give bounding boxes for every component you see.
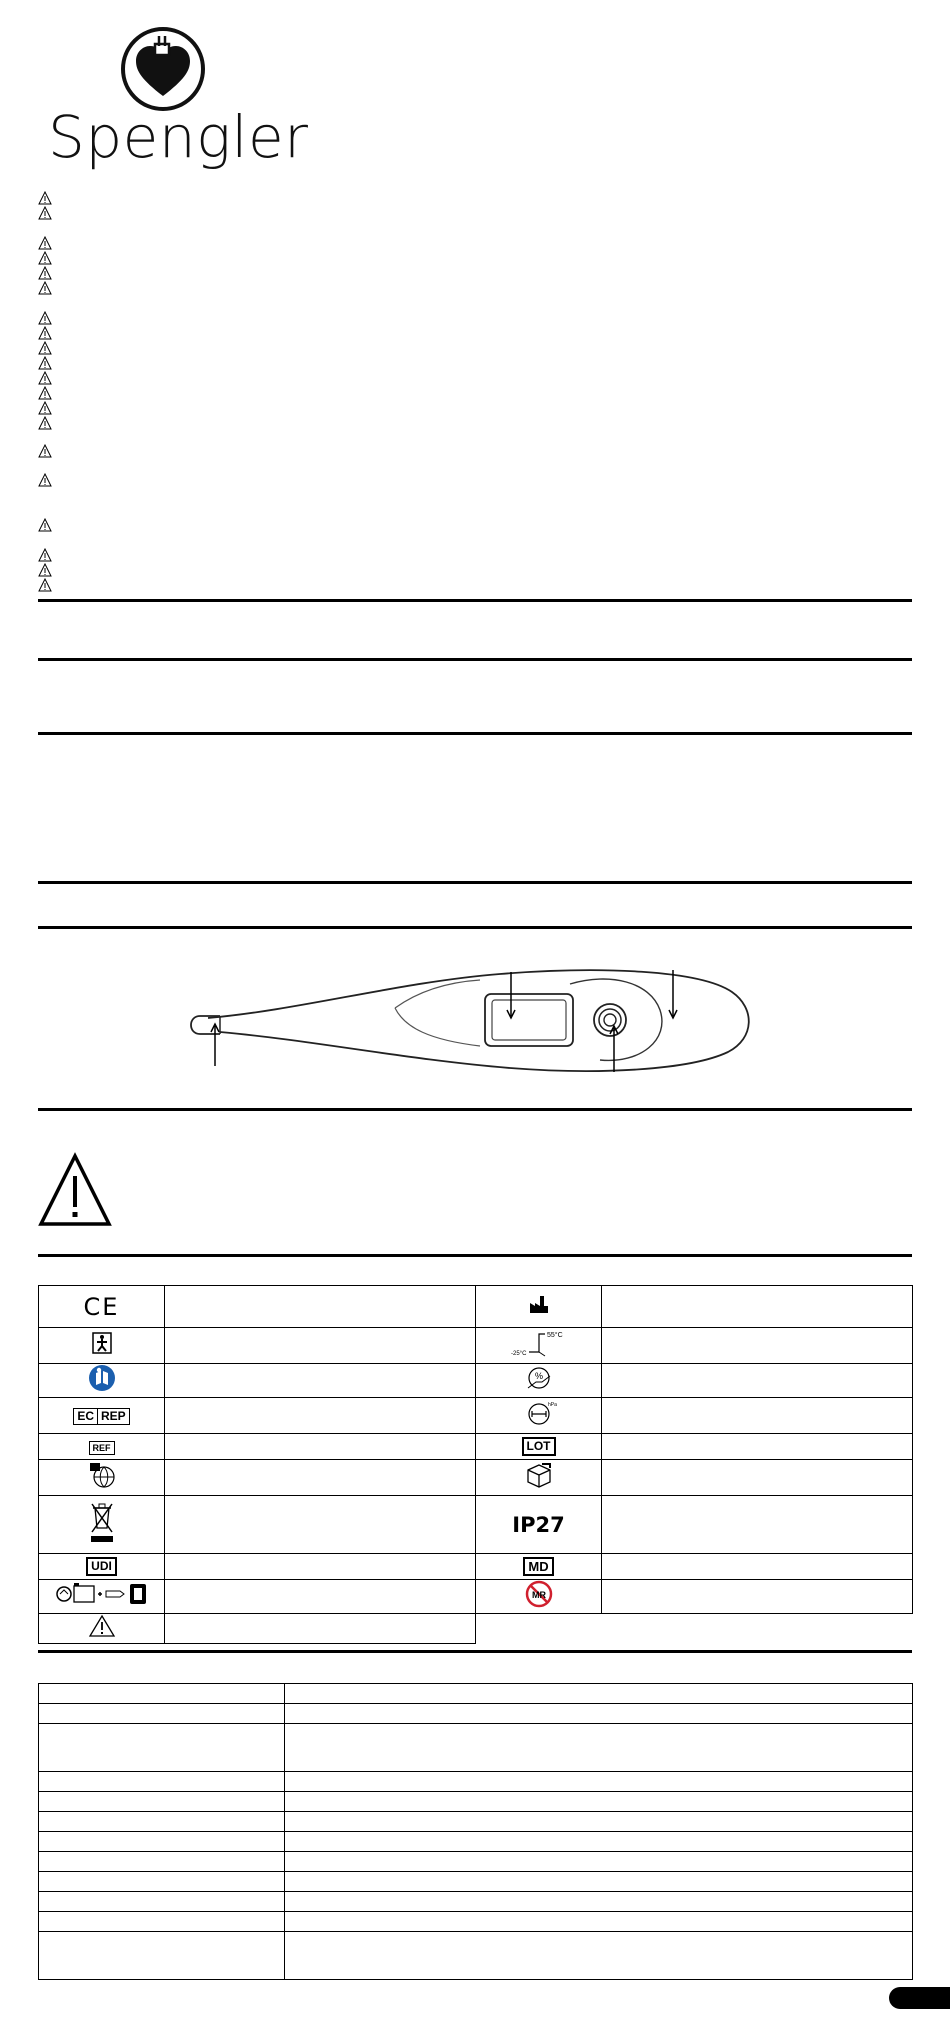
temp-high-label: 55°C: [546, 1332, 563, 1339]
brand-name: Spengler: [48, 103, 309, 171]
spec-label: [39, 1792, 285, 1812]
type-bf-applied-part-icon: [92, 1332, 112, 1354]
symbol-description: [165, 1328, 476, 1364]
spec-label: [39, 1852, 285, 1872]
spec-value: [285, 1812, 913, 1832]
page-tab-marker: [889, 1987, 950, 2009]
spec-label: [39, 1684, 285, 1704]
warning-icon: [38, 386, 52, 400]
symbols-table: [38, 1285, 913, 1644]
ce-mark: CE: [39, 1286, 165, 1328]
specifications-table: [38, 1683, 913, 1980]
spec-value: [285, 1872, 913, 1892]
symbol-description: [165, 1286, 476, 1328]
symbol-description: [602, 1398, 913, 1434]
weee-disposal-icon: [90, 1500, 114, 1544]
warning-icon: [38, 281, 52, 295]
symbol-description: [602, 1460, 913, 1496]
section-divider: [38, 1650, 912, 1653]
symbol-description: [165, 1364, 476, 1398]
table-row: [39, 1496, 913, 1554]
symbol-description: [165, 1398, 476, 1434]
symbol-description: [165, 1496, 476, 1554]
spec-label: [39, 1704, 285, 1724]
mr-unsafe-icon: [523, 1580, 555, 1608]
spec-value: [285, 1912, 913, 1932]
table-row: [39, 1364, 913, 1398]
temperature-limit-icon: [509, 1328, 569, 1358]
importer-icon: [87, 1460, 117, 1490]
spec-value: [285, 1704, 913, 1724]
ec-rep-left: EC: [73, 1408, 98, 1425]
temp-low-label: -25°C: [510, 1351, 526, 1357]
warning-icon: [38, 251, 52, 265]
large-warning-icon: [38, 1152, 112, 1228]
section-divider: [38, 599, 912, 602]
warning-icon: [38, 311, 52, 325]
symbol-description: [602, 1286, 913, 1328]
warning-icon: [38, 563, 52, 577]
spec-value: [285, 1832, 913, 1852]
table-row: [39, 1434, 913, 1460]
table-row: [39, 1912, 913, 1932]
table-row: [39, 1832, 913, 1852]
table-row: [39, 1328, 913, 1364]
pressure-limit-icon: [514, 1398, 564, 1428]
warning-icon: [38, 326, 52, 340]
lot-symbol: LOT: [522, 1437, 556, 1456]
table-row: [39, 1812, 913, 1832]
spec-label: [39, 1772, 285, 1792]
table-row: [39, 1872, 913, 1892]
table-row: [39, 1852, 913, 1872]
spec-value: [285, 1772, 913, 1792]
caution-icon: [88, 1614, 116, 1638]
spec-label: [39, 1892, 285, 1912]
warning-icon: [38, 401, 52, 415]
section-divider: [38, 732, 912, 735]
symbol-description: [602, 1496, 913, 1554]
distributor-icon: [524, 1460, 554, 1490]
warning-icon: [38, 341, 52, 355]
heart-logo-icon: [120, 26, 206, 112]
ref-symbol: REF: [89, 1441, 115, 1455]
table-row: [39, 1704, 913, 1724]
manufacturer-icon: [528, 1293, 550, 1315]
symbol-description: [165, 1580, 476, 1614]
spec-label: [39, 1932, 285, 1980]
thermometer-diagram: [180, 960, 750, 1080]
spec-value: [285, 1932, 913, 1980]
symbol-description: [602, 1434, 913, 1460]
table-row: [39, 1792, 913, 1812]
table-row: [39, 1554, 913, 1580]
section-divider: [38, 881, 912, 884]
spec-label: [39, 1724, 285, 1772]
table-row: [39, 1772, 913, 1792]
table-row: [39, 1932, 913, 1980]
symbol-description: [165, 1614, 476, 1644]
warning-icon: [38, 578, 52, 592]
warning-icon: [38, 266, 52, 280]
section-divider: [38, 1254, 912, 1257]
spec-value: [285, 1684, 913, 1704]
warning-icon: [38, 416, 52, 430]
table-row: [39, 1398, 913, 1434]
spec-label: [39, 1912, 285, 1932]
warning-icon: [38, 371, 52, 385]
spec-value: [285, 1892, 913, 1912]
md-symbol: MD: [523, 1557, 553, 1576]
warning-icon: [38, 236, 52, 250]
table-row: [39, 1614, 913, 1644]
table-row: [39, 1724, 913, 1772]
follow-instructions-icon: [88, 1364, 116, 1392]
table-row: [39, 1286, 913, 1328]
section-divider: [38, 658, 912, 661]
mr-label: MR: [531, 1590, 546, 1600]
spec-label: [39, 1812, 285, 1832]
warning-icon: [38, 548, 52, 562]
table-row: [39, 1580, 913, 1614]
section-divider: [38, 926, 912, 929]
symbol-description: [602, 1364, 913, 1398]
warning-icon: [38, 191, 52, 205]
warning-icon: [38, 356, 52, 370]
warning-icon: [38, 473, 52, 487]
warning-icon: [38, 518, 52, 532]
symbol-description: [165, 1554, 476, 1580]
spec-label: [39, 1872, 285, 1892]
symbol-description: [165, 1460, 476, 1496]
table-row: [39, 1892, 913, 1912]
symbol-description: [602, 1328, 913, 1364]
spec-value: [285, 1724, 913, 1772]
recycling-sorting-icon: [54, 1581, 150, 1607]
humidity-limit-icon: [524, 1364, 554, 1392]
warning-icon: [38, 444, 52, 458]
symbol-description: [602, 1554, 913, 1580]
section-divider: [38, 1108, 912, 1111]
table-row: [39, 1684, 913, 1704]
ec-rep-right: REP: [98, 1408, 130, 1425]
spec-value: [285, 1852, 913, 1872]
spec-value: [285, 1792, 913, 1812]
warning-icon: [38, 206, 52, 220]
ip-rating-symbol: IP27: [476, 1496, 602, 1554]
udi-symbol: UDI: [86, 1557, 117, 1576]
symbol-description: [602, 1580, 913, 1614]
symbol-description: [165, 1434, 476, 1460]
pressure-label: hPa: [547, 1402, 557, 1408]
table-row: [39, 1460, 913, 1496]
humidity-label: %: [534, 1371, 543, 1381]
spec-label: [39, 1832, 285, 1852]
